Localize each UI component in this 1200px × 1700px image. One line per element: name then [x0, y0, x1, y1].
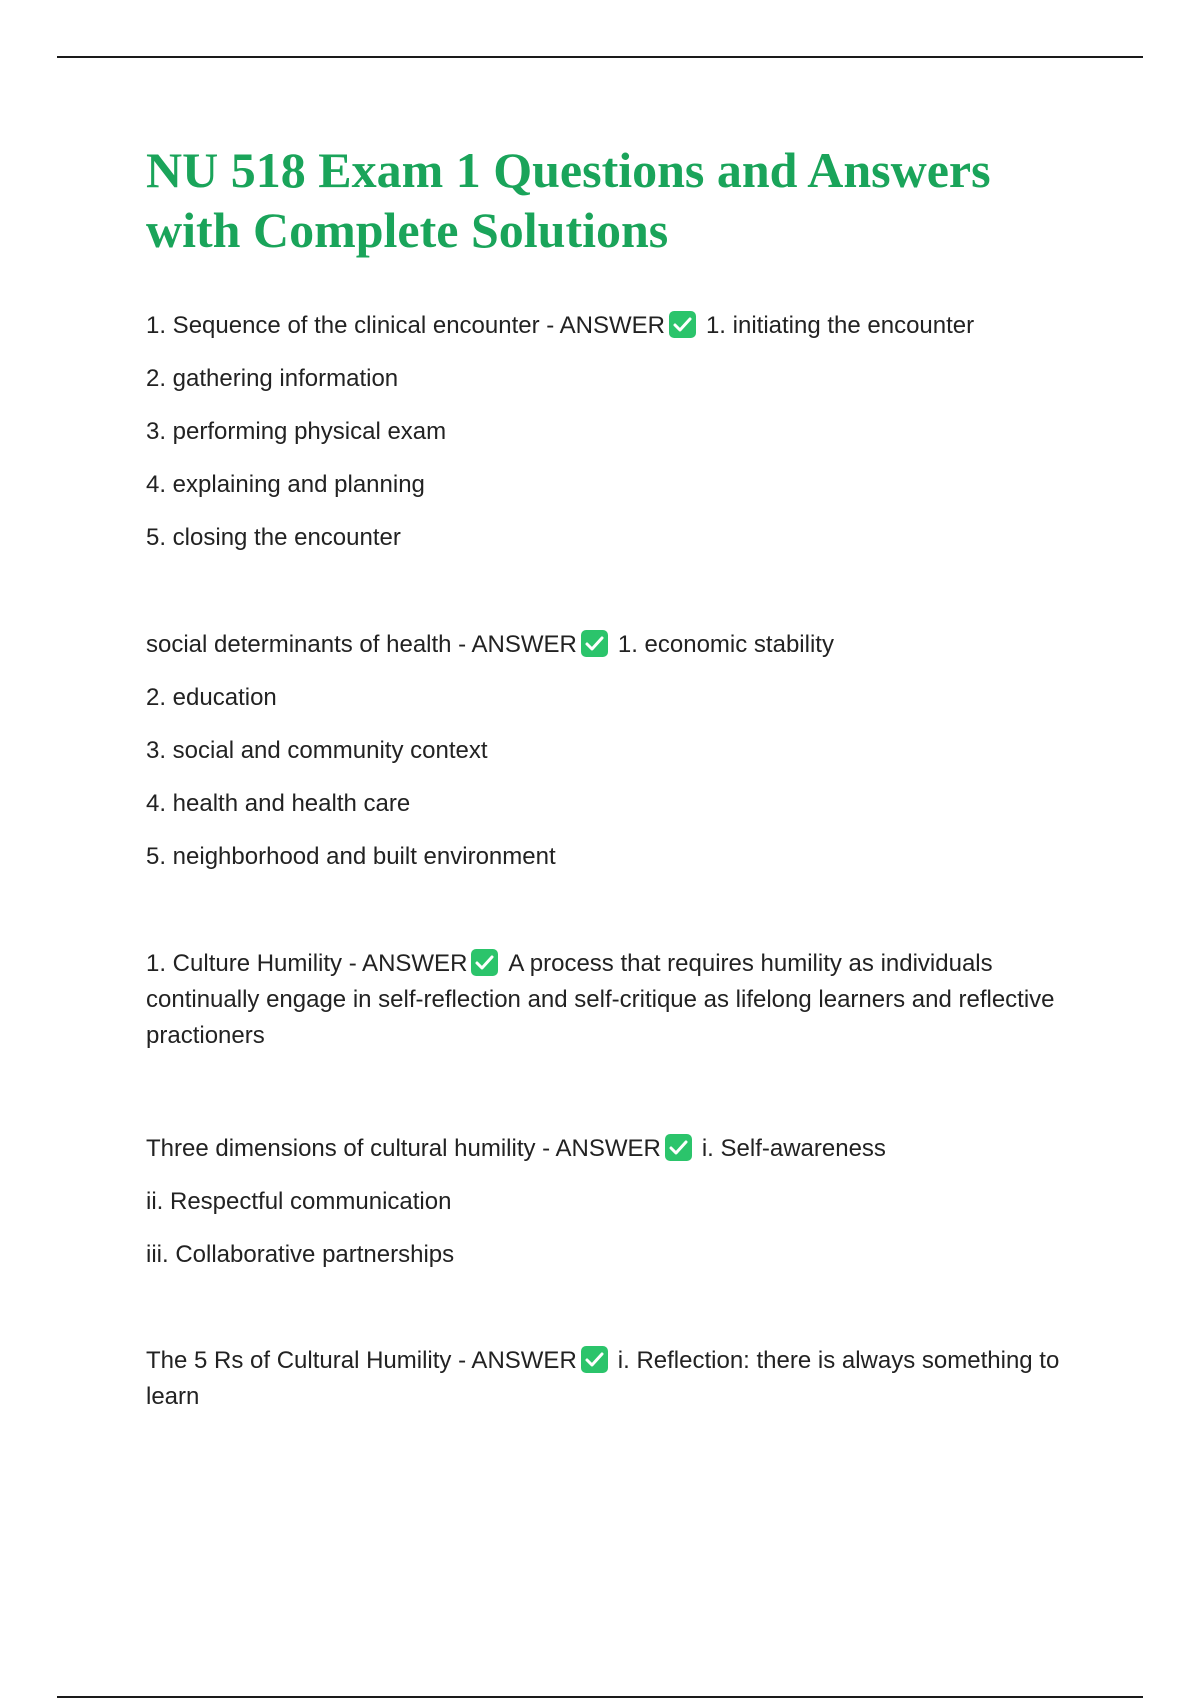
answer-text: A process that requires humility as individuals continually engage in self-reflection and self-critique as lifelong learners and reflective practioners — [146, 950, 1055, 1049]
qa-item-culture-humility — [146, 946, 1096, 1054]
question-text: The 5 Rs of Cultural Humility - ANSWER — [146, 1347, 577, 1374]
answer-line: 3. social and community context — [146, 737, 488, 764]
answer-line: 4. explaining and planning — [146, 471, 425, 498]
document-title: NU 518 Exam 1 Questions and Answers with Complete Solutions — [146, 142, 991, 258]
answer-line: 4. health and health care — [146, 790, 411, 817]
question-text: 1. Sequence of the clinical encounter - ANSWER — [146, 312, 665, 339]
answer-text: i. Self-awareness — [701, 1135, 886, 1162]
answer-line: ii. Respectful communication — [146, 1188, 452, 1215]
answer-line: 5. closing the encounter — [146, 524, 401, 551]
answer-line: 2. gathering information — [146, 365, 399, 392]
qa-item-three-dimensions — [146, 1131, 1096, 1273]
qa-question-line — [146, 308, 1096, 344]
answer-line: 5. neighborhood and built environment — [146, 843, 556, 870]
answer-line: 2. education — [146, 684, 277, 711]
qa-item-clinical-encounter — [146, 308, 1096, 556]
qa-question-line — [146, 627, 1096, 663]
checkmark-icon — [581, 630, 608, 657]
checkmark-icon — [581, 1346, 608, 1373]
qa-question-line — [146, 1131, 1096, 1167]
question-text: social determinants of health - ANSWER — [146, 631, 577, 658]
answer-line: 3. performing physical exam — [146, 418, 447, 445]
bottom-rule — [57, 1696, 1143, 1698]
answer-text: 1. initiating the encounter — [705, 312, 975, 339]
answer-text: 1. economic stability — [617, 631, 834, 658]
document-body — [146, 140, 1096, 1415]
checkmark-icon — [665, 1134, 692, 1161]
answer-text: i. Reflection: there is always something to learn — [146, 1347, 1060, 1410]
answer-line: iii. Collaborative partnerships — [146, 1241, 455, 1268]
qa-question-line — [146, 1343, 1096, 1415]
qa-item-social-determinants — [146, 627, 1096, 875]
qa-item-five-rs — [146, 1343, 1096, 1415]
question-text: Three dimensions of cultural humility - ANSWER — [146, 1135, 661, 1162]
checkmark-icon — [669, 311, 696, 338]
checkmark-icon — [471, 949, 498, 976]
top-rule — [57, 56, 1143, 58]
qa-question-line — [146, 946, 1096, 1054]
question-text: 1. Culture Humility - ANSWER — [146, 950, 468, 977]
